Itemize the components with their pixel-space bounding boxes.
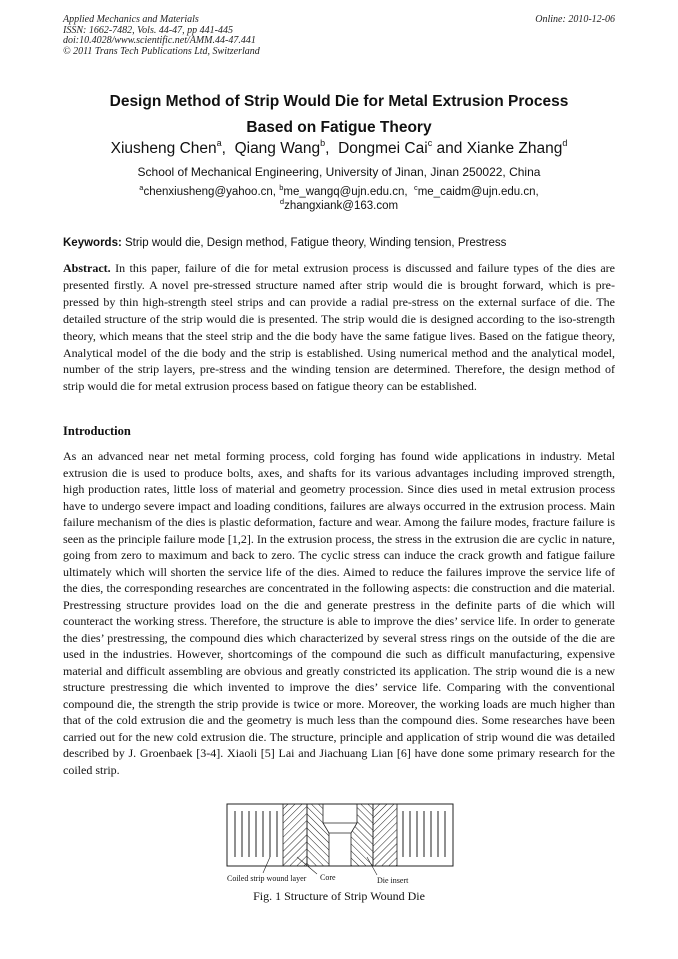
- author-sup: b: [320, 138, 326, 148]
- journal-doi: doi:10.4028/www.scientific.net/AMM.44-47.441: [63, 35, 256, 46]
- email-sup: b: [279, 183, 284, 192]
- email-sup: d: [279, 196, 285, 206]
- author-list: [40, 139, 638, 159]
- email-line-2: [40, 196, 638, 214]
- journal-copyright: © 2011 Trans Tech Publications Ltd, Switzerland: [63, 45, 260, 57]
- author-sep: and: [432, 140, 467, 157]
- online-date: Online: 2010-12-06: [535, 14, 615, 25]
- email-sup: a: [139, 183, 144, 192]
- figure-caption: Fig. 1 Structure of Strip Wound Die: [253, 889, 425, 903]
- label-die-insert: Die insert: [377, 876, 409, 885]
- author-emails: [40, 183, 638, 213]
- keywords-label: Keywords:: [63, 237, 122, 249]
- journal-name: Applied Mechanics and Materials: [63, 14, 199, 25]
- journal-header: [63, 15, 615, 57]
- leader-line: [263, 857, 270, 873]
- keywords-text: Strip would die, Design method, Fatigue theory, Winding tension, Prestress: [121, 237, 507, 249]
- title-line-1: Design Method of Strip Would Die for Metal Extrusion Process: [109, 93, 569, 110]
- die-structure-diagram: [225, 803, 455, 885]
- author-name: Dongmei Cai: [338, 140, 428, 157]
- strip-layer-right: [399, 811, 449, 857]
- author-sup: a: [216, 138, 222, 148]
- email-address[interactable]: chenxiusheng@yahoo.cn,: [143, 186, 280, 198]
- email-sup: c: [413, 183, 418, 192]
- abstract-text: In this paper, failure of die for metal extrusion process is discussed and failure types of the dies are presented firstly. A novel pre-stressed structure named after strip would die is brought forward, which is pre-pressed by thin high-strength steel strips and can provide a radial pre-stress on the external surface of die. The detailed structure of the strip would die is presented. The strip would die is designed according to the iso-strength theory, which means that the steel strip and the die body have the same fatigue lives. Based on the fatigue theory, Analytical model of the die body and the strip is established. Using numerical method and the analytical model, number of the strip layers, pre-stress and the winding tension are determined. Therefore, the design method of strip would die for metal extrusion process based on fatigue theory can be established.: [63, 261, 615, 394]
- abstract: [63, 260, 615, 395]
- author-sep: ,: [325, 140, 339, 157]
- author-name: Qiang Wang: [234, 140, 321, 157]
- author-name: Xiusheng Chen: [110, 140, 217, 157]
- die-insert-left: [307, 804, 329, 866]
- core-left: [283, 804, 307, 866]
- figure-strip-wound-die: [225, 803, 455, 885]
- author-name: Xianke Zhang: [466, 140, 563, 157]
- introduction-body: As an advanced near net metal forming process, cold forging has found wide applications in industry. Metal extrusion die is used to produce bolts, axes, and shafts for its various advantages including improved strength, high production rates, little loss of material and geometry procession. Since dies used in metal extrusion process have to undergo severe impact and loading conditions, failures are always occurred in the extrusion process. Main failure mechanism of the dies is plastic deformation, facture and wear. Among the failure modes, fracture failure is seen as the principle failure mode [1,2]. In the extrusion process, the stress in the extrusion die are cyclic in nature, going from zero to maximum and back to zero. The cyclic stress can induce the crack growth and fatigue failure ultimately which will shorten the service life of the dies. Aimed to reduce the failures improve the service life of the dies, the corresponding researches are concentrated in the following aspects: die construction and die material. Prestressing structure provides load on the die and generate prestress in the definite parts of die which will counteract the working stress. Therefore, the structure is able to improve the dies’ service life. In order to generate the dies’ prestressing, the compound dies which characterized by several stress rings on the outside of the die are used in the industries. However, shortcomings of the compound die such as difficult manufacturing, expensive material and difficult assembling are obvious and greatly constricted its application. The strip wound die is a new structure prestressing die which invented to improve the dies’ service life. Comparing with the conventional compound die, the strength the strip provide is twice or more. Moreover, the working loads are much higher than that of the cold extrusion die and the geometry is much less than the compound dies. Some researches have been carried out for the new cold extrusion die. The structure, principle and application of strip wound die was detailed described by J. Groenbaek [3-4]. Xiaoli [5] Lai and Jiachuang Lian [6] have done some primary research for the coiled strip.: [63, 449, 615, 777]
- paper-title: [40, 89, 638, 141]
- core-right: [373, 804, 397, 866]
- abstract-label: Abstract.: [63, 261, 111, 275]
- email-line-1: [40, 183, 638, 200]
- title-line-2: Based on Fatigue Theory: [246, 119, 432, 136]
- label-strip-layer: Coiled strip wound layer: [227, 874, 307, 883]
- author-sep: ,: [221, 140, 235, 157]
- die-insert-right: [351, 804, 373, 866]
- email-address[interactable]: zhangxiank@163.com: [284, 199, 399, 212]
- author-sup: c: [427, 138, 433, 148]
- journal-issn: ISSN: 1662-7482, Vols. 44-47, pp 441-445: [63, 24, 233, 36]
- email-address[interactable]: me_caidm@ujn.edu.cn,: [417, 186, 539, 198]
- author-sup: d: [562, 138, 568, 148]
- label-core: Core: [320, 873, 336, 882]
- email-address[interactable]: me_wangq@ujn.edu.cn,: [283, 186, 414, 198]
- affiliation: School of Mechanical Engineering, University of Jinan, Jinan 250022, China: [137, 165, 541, 179]
- section-title-introduction: Introduction: [63, 424, 131, 438]
- keywords: [63, 236, 615, 251]
- strip-layer-left: [231, 811, 281, 857]
